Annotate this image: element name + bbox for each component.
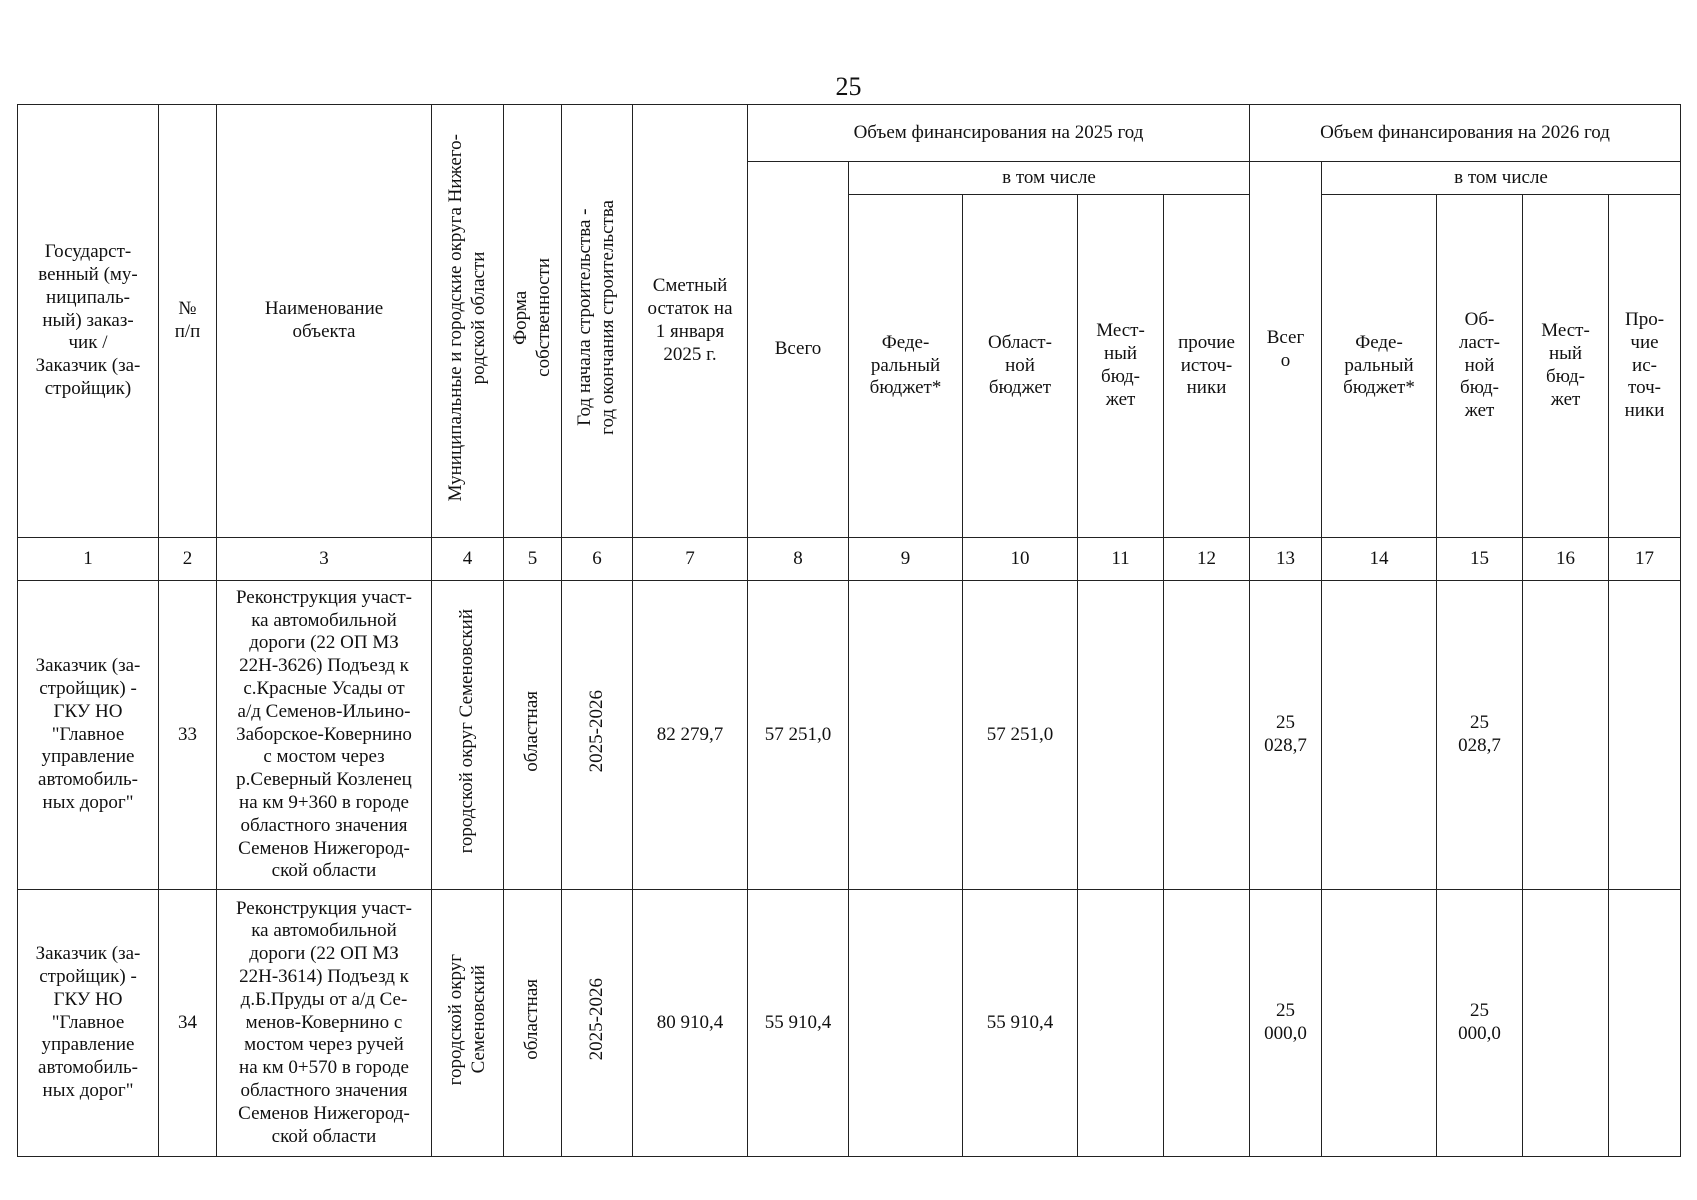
- header-ownership-text: Форма собственности: [509, 258, 554, 378]
- cell-years-text: 2025-2026: [585, 978, 607, 1061]
- investment-table: [17, 104, 1681, 1157]
- header-object-name: Наименование объекта: [217, 105, 432, 538]
- cell-num: 33: [159, 581, 217, 890]
- header-total-2026: Всег о: [1250, 162, 1322, 538]
- header-local-2026: Мест- ный бюд- жет: [1523, 195, 1609, 538]
- table-row: [18, 890, 1681, 1157]
- cell-other-2026: [1609, 890, 1681, 1157]
- header-regional-2025: Област- ной бюджет: [963, 195, 1078, 538]
- cell-other-2025: [1164, 890, 1250, 1157]
- cell-federal-2026: [1322, 581, 1437, 890]
- cell-ownership-text: областная: [521, 979, 543, 1060]
- cell-municipality-text: городской округ Семеновский: [444, 953, 489, 1086]
- header-num: № п/п: [159, 105, 217, 538]
- column-number: 6: [562, 538, 633, 581]
- cell-customer: Заказчик (за- стройщик) - ГКУ НО "Главное управление автомобиль- ных дорог": [18, 890, 159, 1157]
- cell-years: [562, 581, 633, 890]
- column-number: 17: [1609, 538, 1681, 581]
- table-row: [18, 581, 1681, 890]
- header-local-2025: Мест- ный бюд- жет: [1078, 195, 1164, 538]
- cell-ownership: [504, 581, 562, 890]
- cell-object: Реконструкция участ- ка автомобильной дороги (22 ОП МЗ 22Н-3614) Подъезд к д.Б.Пруды от а/д Се- менов-Ковернино с мостом через ручей на км 0+570 в городе областного значения Семенов Нижегород- ской области: [217, 890, 432, 1157]
- cell-estimate: 82 279,7: [633, 581, 748, 890]
- header-municipality-text: Муниципальные и городские округа Нижего- родской области: [444, 133, 489, 502]
- header-years: [562, 105, 633, 538]
- column-number: 11: [1078, 538, 1164, 581]
- cell-regional-2026: 25 000,0: [1437, 890, 1523, 1157]
- header-fin-2025: Объем финансирования на 2025 год: [748, 105, 1250, 162]
- column-number-row: [18, 538, 1681, 581]
- cell-total-2025: 57 251,0: [748, 581, 849, 890]
- cell-regional-2026: 25 028,7: [1437, 581, 1523, 890]
- header-federal-2026: Феде- ральный бюджет*: [1322, 195, 1437, 538]
- page-number: 25: [835, 72, 862, 101]
- column-number: 8: [748, 538, 849, 581]
- header-estimate: Сметный остаток на 1 января 2025 г.: [633, 105, 748, 538]
- column-number: 16: [1523, 538, 1609, 581]
- column-number: 7: [633, 538, 748, 581]
- header-federal-2025: Феде- ральный бюджет*: [849, 195, 963, 538]
- column-number: 1: [18, 538, 159, 581]
- column-number: 12: [1164, 538, 1250, 581]
- cell-federal-2026: [1322, 890, 1437, 1157]
- header-municipality: [432, 105, 504, 538]
- column-number: 2: [159, 538, 217, 581]
- header-fin-2026: Объем финансирования на 2026 год: [1250, 105, 1681, 162]
- cell-municipality: [432, 581, 504, 890]
- cell-total-2025: 55 910,4: [748, 890, 849, 1157]
- header-including-2025: в том числе: [849, 162, 1250, 195]
- column-number: 5: [504, 538, 562, 581]
- cell-federal-2025: [849, 581, 963, 890]
- cell-regional-2025: 57 251,0: [963, 581, 1078, 890]
- column-number: 9: [849, 538, 963, 581]
- cell-ownership: [504, 890, 562, 1157]
- cell-years-text: 2025-2026: [585, 690, 607, 773]
- cell-local-2025: [1078, 890, 1164, 1157]
- header-ownership: [504, 105, 562, 538]
- cell-customer: Заказчик (за- стройщик) - ГКУ НО "Главное управление автомобиль- ных дорог": [18, 581, 159, 890]
- cell-local-2025: [1078, 581, 1164, 890]
- cell-other-2025: [1164, 581, 1250, 890]
- header-years-text: Год начала строительства - год окончания строительства: [574, 200, 618, 436]
- column-number: 3: [217, 538, 432, 581]
- column-number: 15: [1437, 538, 1523, 581]
- cell-ownership-text: областная: [521, 691, 543, 772]
- cell-total-2026: 25 000,0: [1250, 890, 1322, 1157]
- header-customer: Государст- венный (му- ниципаль- ный) заказ- чик / Заказчик (за- стройщик): [18, 105, 159, 538]
- cell-municipality-text: городской округ Семеновский: [456, 609, 478, 854]
- column-number: 13: [1250, 538, 1322, 581]
- cell-regional-2025: 55 910,4: [963, 890, 1078, 1157]
- header-other-2026: Про- чие ис- точ- ники: [1609, 195, 1681, 538]
- cell-municipality: [432, 890, 504, 1157]
- header-other-2025: прочие источ- ники: [1164, 195, 1250, 538]
- cell-object: Реконструкция участ- ка автомобильной дороги (22 ОП МЗ 22Н-3626) Подъезд к с.Красные Усады от а/д Семенов-Ильино- Заборское-Ковернино с мостом через р.Северный Козленец на км 9+360 в городе областного значения Семенов Нижегород- ской области: [217, 581, 432, 890]
- cell-num: 34: [159, 890, 217, 1157]
- cell-other-2026: [1609, 581, 1681, 890]
- cell-estimate: 80 910,4: [633, 890, 748, 1157]
- cell-local-2026: [1523, 581, 1609, 890]
- column-number: 10: [963, 538, 1078, 581]
- column-number: 14: [1322, 538, 1437, 581]
- header-regional-2026: Об- ласт- ной бюд- жет: [1437, 195, 1523, 538]
- column-number: 4: [432, 538, 504, 581]
- cell-local-2026: [1523, 890, 1609, 1157]
- header-including-2026: в том числе: [1322, 162, 1681, 195]
- header-total-2025: Всего: [748, 162, 849, 538]
- cell-federal-2025: [849, 890, 963, 1157]
- cell-total-2026: 25 028,7: [1250, 581, 1322, 890]
- cell-years: [562, 890, 633, 1157]
